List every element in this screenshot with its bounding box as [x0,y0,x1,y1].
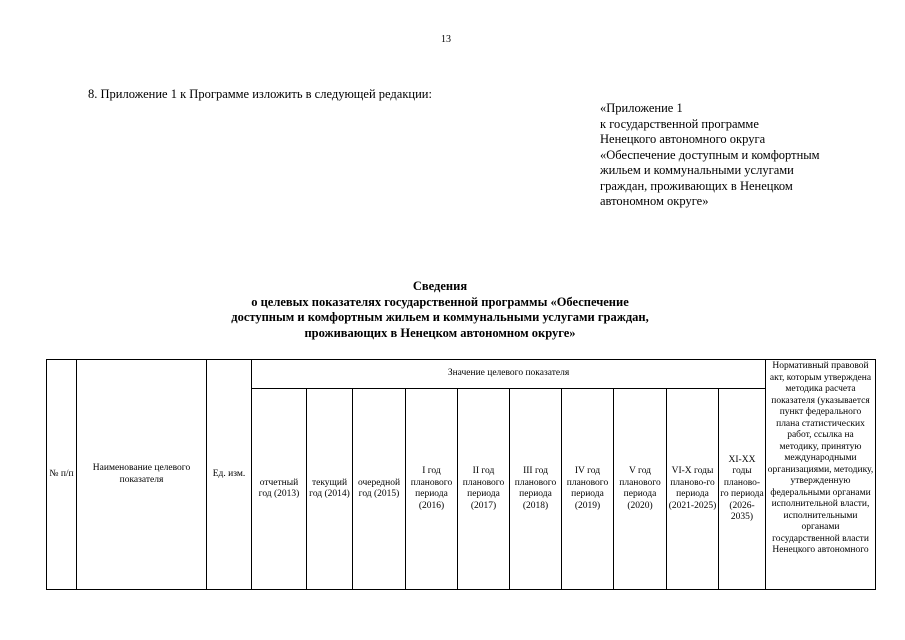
header-number: № п/п [47,360,77,590]
header-target-value-group: Значение целевого показателя [252,360,766,389]
header-year-2018: III год планового периода (2018) [510,389,562,590]
header-year-2014: текущий год (2014) [307,389,353,590]
section-heading [140,279,740,341]
heading-line: Сведения [412,279,468,293]
header-years-2021-2025: VI-X годы планово-го периода (2021-2025) [667,389,719,590]
header-year-2016: I год планового периода (2016) [406,389,458,590]
annex-line: жильем и коммунальными услугами [600,163,794,177]
annex-line: граждан, проживающих в Ненецком [600,178,793,193]
header-year-2019: IV год планового периода (2019) [562,389,614,590]
annex-line: Ненецкого автономного округа [600,132,766,146]
header-indicator-name: Наименование целевого показателя [77,360,207,590]
page-number: 13 [441,34,451,45]
heading-line: о целевых показателях государственной программы «Обеспечение [251,294,629,309]
annex-line: автономном округе» [600,194,709,208]
header-legal-act: Нормативный правовой акт, которым утверждена методика расчета показателя (указывается пункт федерального плана статистических работ, ссылка на методику, принятую международными организациями, методику, утвержденную федеральными органами исполнительной власти, исполнительными органами государственной власти Ненецкого автономного [766,360,876,590]
header-year-2020: V год планового периода (2020) [614,389,667,590]
indicators-table [46,359,876,590]
header-unit: Ед. изм. [207,360,252,590]
heading-line: доступным и комфортным жильем и коммунальными услугами граждан, [231,310,649,324]
header-year-2017: II год планового периода (2017) [458,389,510,590]
annex-line: «Обеспечение доступным и комфортным [600,147,820,162]
header-year-2013: отчетный год (2013) [252,389,307,590]
annex-line: «Приложение 1 [600,101,683,115]
heading-line: проживающих в Ненецком автономном округе» [304,325,576,340]
annex-line: к государственной программе [600,116,759,131]
amendment-item-text: 8. Приложение 1 к Программе изложить в следующей редакции: [88,87,432,101]
annex-header [600,101,870,210]
header-year-2015: очередной год (2015) [353,389,406,590]
header-years-2026-2035: XI-XX годы планово-го периода (2026-2035) [719,389,766,590]
